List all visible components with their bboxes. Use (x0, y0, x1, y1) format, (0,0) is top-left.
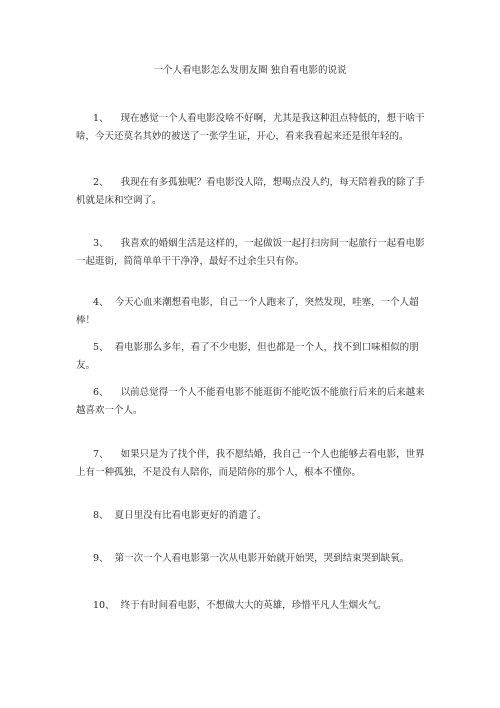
paragraph-number: 8、 (93, 510, 109, 521)
paragraph-number: 1、 (93, 113, 109, 124)
paragraph-10 (76, 597, 429, 615)
paragraph-number: 4、 (93, 297, 109, 308)
paragraph-3 (76, 235, 429, 271)
paragraph-number: 9、 (93, 553, 109, 564)
paragraph-5 (76, 339, 429, 375)
paragraph-text: 第一次一个人看电影第一次从电影开始就开始哭，哭到结束哭到缺氧。 (114, 553, 410, 564)
paragraph-6 (76, 384, 429, 420)
paragraph-text: 以前总觉得一个人不能看电影不能逛街不能吃饭不能旅行后来的后来越来越喜欢一个人。 (76, 387, 425, 416)
paragraph-text: 现在感觉一个人看电影没啥不好啊，尤其是我这种沮点特低的，想干啥干啥，今天还莫名其妙的被送了一张学生证，开心，看来我看起来还是很年轻的。 (76, 113, 425, 142)
paragraph-text: 今天心血来潮想看电影，自己一个人跑来了，突然发现，哇塞，一个人超棒！ (76, 297, 419, 326)
paragraph-number: 5、 (93, 342, 109, 353)
document-title: 一个人看电影怎么发朋友圈 独自看电影的说说 (153, 65, 347, 76)
paragraph-number: 10、 (93, 600, 115, 611)
paragraph-9 (76, 550, 429, 568)
paragraph-8 (76, 507, 429, 525)
paragraph-text: 如果只是为了找个伴，我不愿结婚，我自己一个人也能够去看电影，世界上有一种孤独，不是没有人陪你，而是陪你的那个人，根本不懂你。 (76, 449, 425, 478)
paragraph-number: 7、 (93, 449, 109, 460)
paragraph-text: 终于有时间看电影，不想做大大的英雄，珍惜平凡人生烟火气。 (120, 600, 387, 611)
paragraph-1 (76, 110, 429, 146)
paragraph-7 (76, 446, 429, 482)
paragraph-number: 2、 (93, 177, 109, 188)
paragraph-number: 6、 (93, 387, 109, 398)
paragraph-text: 看电影那么多年，看了不少电影，但也都是一个人，找不到口味相似的朋友。 (76, 342, 419, 371)
paragraph-2 (76, 174, 429, 210)
paragraph-text: 我现在有多孤独呢？看电影没人陪，想喝点没人约，每天陪着我的除了手机就是床和空调了。 (76, 177, 425, 206)
paragraph-number: 3、 (93, 238, 109, 249)
paragraph-text: 夏日里没有比看电影更好的消遣了。 (114, 510, 267, 521)
paragraph-4 (76, 294, 429, 330)
paragraph-text: 我喜欢的婚姻生活是这样的，一起做饭一起打扫房间一起旅行一起看电影一起逛街，简简单单干干净净，最好不过余生只有你。 (76, 238, 425, 267)
